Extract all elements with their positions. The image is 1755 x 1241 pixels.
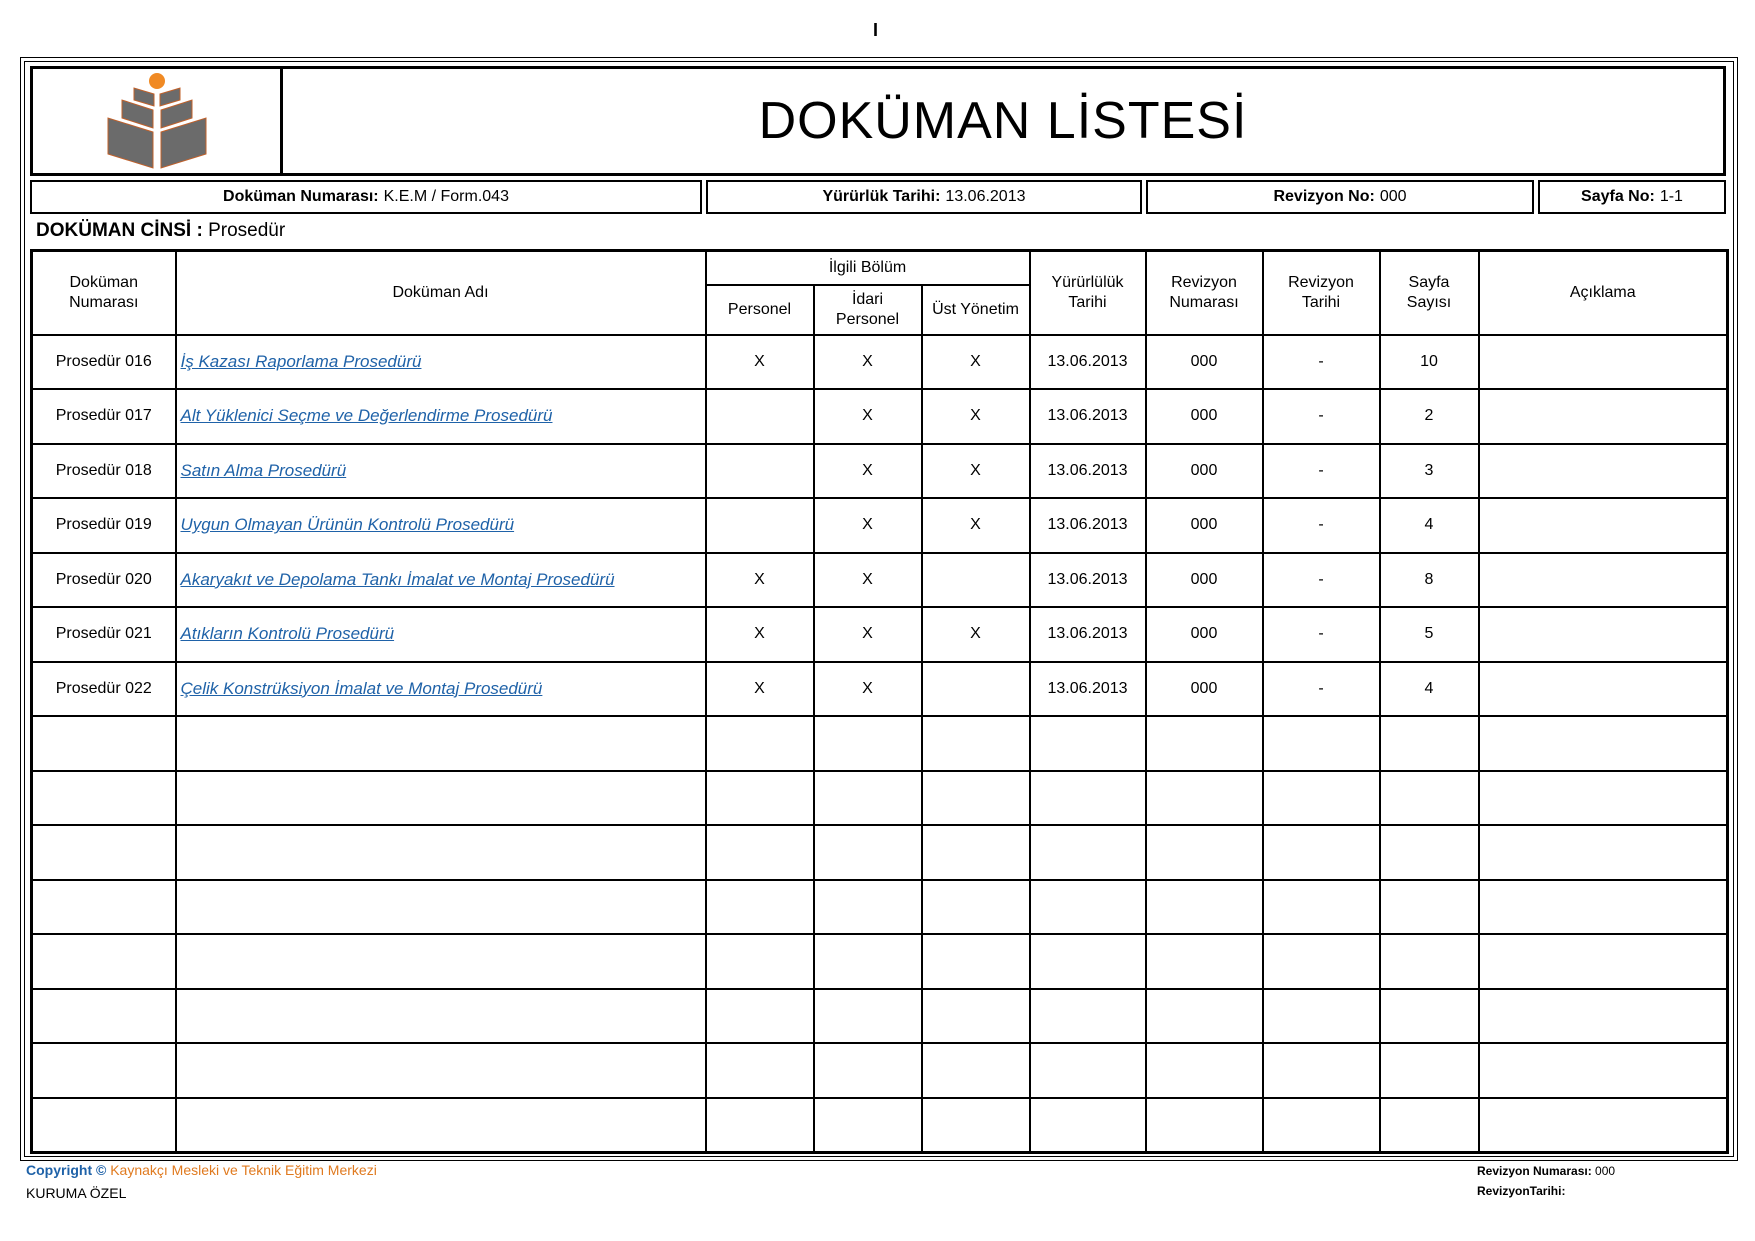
- personel-cell: X: [706, 335, 814, 390]
- col-header-personel: Personel: [706, 285, 814, 335]
- empty-cell: [814, 1043, 922, 1098]
- empty-cell: [1146, 880, 1263, 935]
- empty-cell: [706, 771, 814, 826]
- col-header-doc-number-line1: Doküman: [69, 273, 138, 291]
- col-header-rev-date-line2: Tarihi: [1301, 293, 1341, 311]
- rev-date-cell: -: [1263, 444, 1380, 499]
- empty-cell: [32, 1043, 176, 1098]
- empty-table-row: [32, 934, 1728, 989]
- empty-cell: [176, 934, 706, 989]
- rev-number-cell: 000: [1146, 607, 1263, 662]
- empty-cell: [1263, 989, 1380, 1044]
- meta-page: [1538, 180, 1726, 214]
- effective-date-cell: 13.06.2013: [1030, 662, 1146, 717]
- col-header-rev-date: [1263, 251, 1380, 335]
- empty-cell: [1479, 989, 1728, 1044]
- footer-revision-date: [1477, 1184, 1565, 1198]
- empty-cell: [1263, 716, 1380, 771]
- empty-cell: [32, 934, 176, 989]
- col-header-effective: [1030, 251, 1146, 335]
- meta-doc-number-value: K.E.M / Form.043: [383, 188, 509, 205]
- col-header-doc-name: Doküman Adı: [176, 251, 706, 335]
- empty-cell: [32, 771, 176, 826]
- empty-cell: [1030, 880, 1146, 935]
- footer-revision-number: [1477, 1164, 1615, 1178]
- document-type-label: DOKÜMAN CİNSİ :: [36, 220, 203, 241]
- doc-name-cell: [176, 444, 706, 499]
- empty-cell: [176, 825, 706, 880]
- personel-cell: [706, 444, 814, 499]
- page-count-cell: 4: [1380, 662, 1479, 717]
- footer-copyright-label: Copyright ©: [26, 1162, 107, 1178]
- effective-date-cell: 13.06.2013: [1030, 444, 1146, 499]
- col-header-rev-number: [1146, 251, 1263, 335]
- empty-table-row: [32, 1043, 1728, 1098]
- description-cell: [1479, 498, 1728, 553]
- empty-cell: [1263, 825, 1380, 880]
- effective-date-cell: 13.06.2013: [1030, 335, 1146, 390]
- meta-revision-value: 000: [1379, 188, 1407, 205]
- empty-cell: [706, 880, 814, 935]
- empty-table-row: [32, 1098, 1728, 1153]
- empty-cell: [1146, 771, 1263, 826]
- empty-cell: [1263, 934, 1380, 989]
- doc-name-link[interactable]: Satın Alma Prosedürü: [180, 460, 347, 480]
- empty-cell: [1380, 771, 1479, 826]
- empty-cell: [706, 1098, 814, 1153]
- empty-cell: [1479, 1098, 1728, 1153]
- table-row: [32, 498, 1728, 553]
- col-header-group: İlgili Bölüm: [706, 251, 1030, 285]
- empty-cell: [922, 1043, 1030, 1098]
- empty-cell: [1030, 934, 1146, 989]
- col-header-ust-yonetim: Üst Yönetim: [922, 285, 1030, 335]
- page-count-cell: 8: [1380, 553, 1479, 608]
- col-header-idari: [814, 285, 922, 335]
- document-header: [30, 66, 1726, 176]
- col-header-effective-line1: Yürürlülük: [1051, 273, 1124, 291]
- empty-table-row: [32, 771, 1728, 826]
- empty-cell: [1030, 716, 1146, 771]
- doc-name-link[interactable]: Uygun Olmayan Ürünün Kontrolü Prosedürü: [180, 515, 515, 535]
- footer-revision-number-label: Revizyon Numarası:: [1477, 1164, 1592, 1178]
- empty-cell: [176, 880, 706, 935]
- description-cell: [1479, 607, 1728, 662]
- personel-cell: X: [706, 553, 814, 608]
- doc-name-cell: [176, 553, 706, 608]
- col-header-idari-line1: İdari: [851, 290, 884, 308]
- doc-name-cell: [176, 662, 706, 717]
- rev-date-cell: -: [1263, 389, 1380, 444]
- page-count-cell: 3: [1380, 444, 1479, 499]
- empty-cell: [706, 934, 814, 989]
- empty-cell: [1146, 716, 1263, 771]
- meta-doc-number: [30, 180, 702, 214]
- ust-yonetim-cell: X: [922, 607, 1030, 662]
- empty-cell: [1380, 934, 1479, 989]
- empty-cell: [1146, 1043, 1263, 1098]
- empty-cell: [1479, 716, 1728, 771]
- meta-page-value: 1-1: [1659, 188, 1683, 205]
- personel-cell: [706, 498, 814, 553]
- empty-cell: [1380, 825, 1479, 880]
- empty-cell: [922, 825, 1030, 880]
- description-cell: [1479, 662, 1728, 717]
- empty-cell: [1263, 1043, 1380, 1098]
- effective-date-cell: 13.06.2013: [1030, 607, 1146, 662]
- empty-cell: [922, 934, 1030, 989]
- empty-cell: [814, 716, 922, 771]
- empty-cell: [176, 1043, 706, 1098]
- col-header-description: Açıklama: [1479, 251, 1728, 335]
- idari-cell: X: [814, 607, 922, 662]
- col-header-rev-date-line1: Revizyon: [1288, 273, 1354, 291]
- description-cell: [1479, 335, 1728, 390]
- empty-cell: [1380, 880, 1479, 935]
- doc-name-link[interactable]: Çelik Konstrüksiyon İmalat ve Montaj Prosedürü: [180, 678, 543, 698]
- ust-yonetim-cell: [922, 553, 1030, 608]
- idari-cell: X: [814, 498, 922, 553]
- col-header-page-count-line1: Sayfa: [1408, 273, 1450, 291]
- empty-cell: [1479, 934, 1728, 989]
- footer-copyright: [26, 1162, 377, 1178]
- top-mark: I: [873, 20, 879, 40]
- footer-kuruma: KURUMA ÖZEL: [26, 1185, 127, 1201]
- ust-yonetim-cell: X: [922, 389, 1030, 444]
- footer-copyright-org: Kaynakçı Mesleki ve Teknik Eğitim Merkezi: [110, 1162, 377, 1178]
- empty-cell: [814, 825, 922, 880]
- ust-yonetim-cell: X: [922, 335, 1030, 390]
- idari-cell: X: [814, 335, 922, 390]
- col-header-rev-number-line1: Revizyon: [1171, 273, 1237, 291]
- empty-cell: [1479, 880, 1728, 935]
- empty-cell: [922, 989, 1030, 1044]
- rev-date-cell: -: [1263, 553, 1380, 608]
- col-header-rev-number-line2: Numarası: [1169, 293, 1239, 311]
- meta-page-label: Sayfa No:: [1581, 188, 1655, 205]
- doc-name-link[interactable]: Akaryakıt ve Depolama Tankı İmalat ve Montaj Prosedürü: [180, 569, 615, 589]
- rev-number-cell: 000: [1146, 444, 1263, 499]
- empty-cell: [32, 880, 176, 935]
- logo-cell: [33, 69, 283, 173]
- empty-cell: [1030, 989, 1146, 1044]
- doc-name-cell: [176, 335, 706, 390]
- doc-number-cell: Prosedür 021: [32, 607, 176, 662]
- empty-cell: [922, 1098, 1030, 1153]
- document-type: [36, 220, 285, 242]
- doc-number-cell: Prosedür 017: [32, 389, 176, 444]
- doc-name-link[interactable]: Alt Yüklenici Seçme ve Değerlendirme Prosedürü: [180, 406, 553, 426]
- ust-yonetim-cell: [922, 662, 1030, 717]
- rev-date-cell: -: [1263, 335, 1380, 390]
- empty-cell: [1263, 1098, 1380, 1153]
- description-cell: [1479, 389, 1728, 444]
- empty-cell: [1263, 771, 1380, 826]
- empty-cell: [706, 825, 814, 880]
- empty-cell: [1479, 1043, 1728, 1098]
- empty-cell: [1146, 825, 1263, 880]
- personel-cell: [706, 389, 814, 444]
- doc-name-link[interactable]: İş Kazası Raporlama Prosedürü: [180, 351, 422, 371]
- rev-date-cell: -: [1263, 662, 1380, 717]
- empty-cell: [1380, 1098, 1479, 1153]
- empty-cell: [814, 771, 922, 826]
- description-cell: [1479, 553, 1728, 608]
- doc-name-cell: [176, 607, 706, 662]
- empty-cell: [922, 716, 1030, 771]
- col-header-page-count: [1380, 251, 1479, 335]
- empty-cell: [32, 825, 176, 880]
- empty-cell: [706, 1043, 814, 1098]
- footer-revision-date-label: RevizyonTarihi:: [1477, 1184, 1566, 1198]
- col-header-idari-line2: Personel: [835, 310, 900, 328]
- idari-cell: X: [814, 553, 922, 608]
- meta-revision: [1146, 180, 1534, 214]
- empty-cell: [1479, 771, 1728, 826]
- effective-date-cell: 13.06.2013: [1030, 389, 1146, 444]
- empty-cell: [706, 989, 814, 1044]
- table-row: [32, 335, 1728, 390]
- rev-date-cell: -: [1263, 607, 1380, 662]
- empty-cell: [922, 771, 1030, 826]
- doc-name-cell: [176, 389, 706, 444]
- doc-name-cell: [176, 498, 706, 553]
- rev-number-cell: 000: [1146, 553, 1263, 608]
- doc-number-cell: Prosedür 016: [32, 335, 176, 390]
- meta-effective-date-label: Yürürlük Tarihi:: [822, 188, 941, 205]
- page-count-cell: 10: [1380, 335, 1479, 390]
- col-header-effective-line2: Tarihi: [1068, 293, 1107, 311]
- empty-cell: [814, 989, 922, 1044]
- doc-number-cell: Prosedür 019: [32, 498, 176, 553]
- page-count-cell: 5: [1380, 607, 1479, 662]
- table-row: [32, 444, 1728, 499]
- doc-number-cell: Prosedür 020: [32, 553, 176, 608]
- effective-date-cell: 13.06.2013: [1030, 498, 1146, 553]
- empty-table-row: [32, 989, 1728, 1044]
- table-row: [32, 389, 1728, 444]
- description-cell: [1479, 444, 1728, 499]
- empty-cell: [1030, 771, 1146, 826]
- footer-revision-number-value: 000: [1595, 1164, 1616, 1178]
- table-row: [32, 553, 1728, 608]
- empty-cell: [814, 880, 922, 935]
- rev-number-cell: 000: [1146, 389, 1263, 444]
- col-header-page-count-line2: Sayısı: [1406, 293, 1452, 311]
- rev-number-cell: 000: [1146, 335, 1263, 390]
- empty-cell: [1380, 1043, 1479, 1098]
- empty-cell: [1146, 934, 1263, 989]
- empty-cell: [176, 716, 706, 771]
- page-title: DOKÜMAN LİSTESİ: [758, 92, 1248, 150]
- empty-cell: [32, 716, 176, 771]
- empty-cell: [1380, 716, 1479, 771]
- page-count-cell: 4: [1380, 498, 1479, 553]
- empty-cell: [814, 934, 922, 989]
- rev-number-cell: 000: [1146, 662, 1263, 717]
- empty-cell: [1479, 825, 1728, 880]
- empty-cell: [922, 880, 1030, 935]
- col-header-doc-number: [32, 251, 176, 335]
- meta-doc-number-label: Doküman Numarası:: [223, 188, 379, 205]
- document-type-value: Prosedür: [208, 220, 286, 241]
- empty-cell: [32, 1098, 176, 1153]
- meta-effective-date-value: 13.06.2013: [945, 188, 1026, 205]
- idari-cell: X: [814, 389, 922, 444]
- ust-yonetim-cell: X: [922, 498, 1030, 553]
- book-tree-logo-icon: [102, 72, 212, 170]
- empty-cell: [706, 716, 814, 771]
- meta-revision-label: Revizyon No:: [1273, 188, 1375, 205]
- empty-table-row: [32, 716, 1728, 771]
- empty-cell: [1380, 989, 1479, 1044]
- empty-cell: [176, 1098, 706, 1153]
- doc-name-link[interactable]: Atıkların Kontrolü Prosedürü: [180, 624, 395, 644]
- rev-date-cell: -: [1263, 498, 1380, 553]
- empty-cell: [1146, 1098, 1263, 1153]
- table-row: [32, 607, 1728, 662]
- personel-cell: X: [706, 662, 814, 717]
- empty-cell: [1146, 989, 1263, 1044]
- rev-number-cell: 000: [1146, 498, 1263, 553]
- ust-yonetim-cell: X: [922, 444, 1030, 499]
- empty-cell: [32, 989, 176, 1044]
- idari-cell: X: [814, 662, 922, 717]
- page-count-cell: 2: [1380, 389, 1479, 444]
- col-header-doc-number-line2: Numarası: [69, 293, 139, 311]
- idari-cell: X: [814, 444, 922, 499]
- empty-cell: [176, 771, 706, 826]
- empty-table-row: [32, 880, 1728, 935]
- personel-cell: X: [706, 607, 814, 662]
- empty-cell: [1030, 1043, 1146, 1098]
- empty-cell: [176, 989, 706, 1044]
- meta-effective-date: [706, 180, 1142, 214]
- table-row: [32, 662, 1728, 717]
- doc-number-cell: Prosedür 022: [32, 662, 176, 717]
- empty-cell: [1030, 825, 1146, 880]
- empty-cell: [1263, 880, 1380, 935]
- meta-row: [30, 180, 1726, 214]
- empty-cell: [1030, 1098, 1146, 1153]
- doc-number-cell: Prosedür 018: [32, 444, 176, 499]
- empty-cell: [814, 1098, 922, 1153]
- document-table: [30, 249, 1729, 1154]
- effective-date-cell: 13.06.2013: [1030, 553, 1146, 608]
- empty-table-row: [32, 825, 1728, 880]
